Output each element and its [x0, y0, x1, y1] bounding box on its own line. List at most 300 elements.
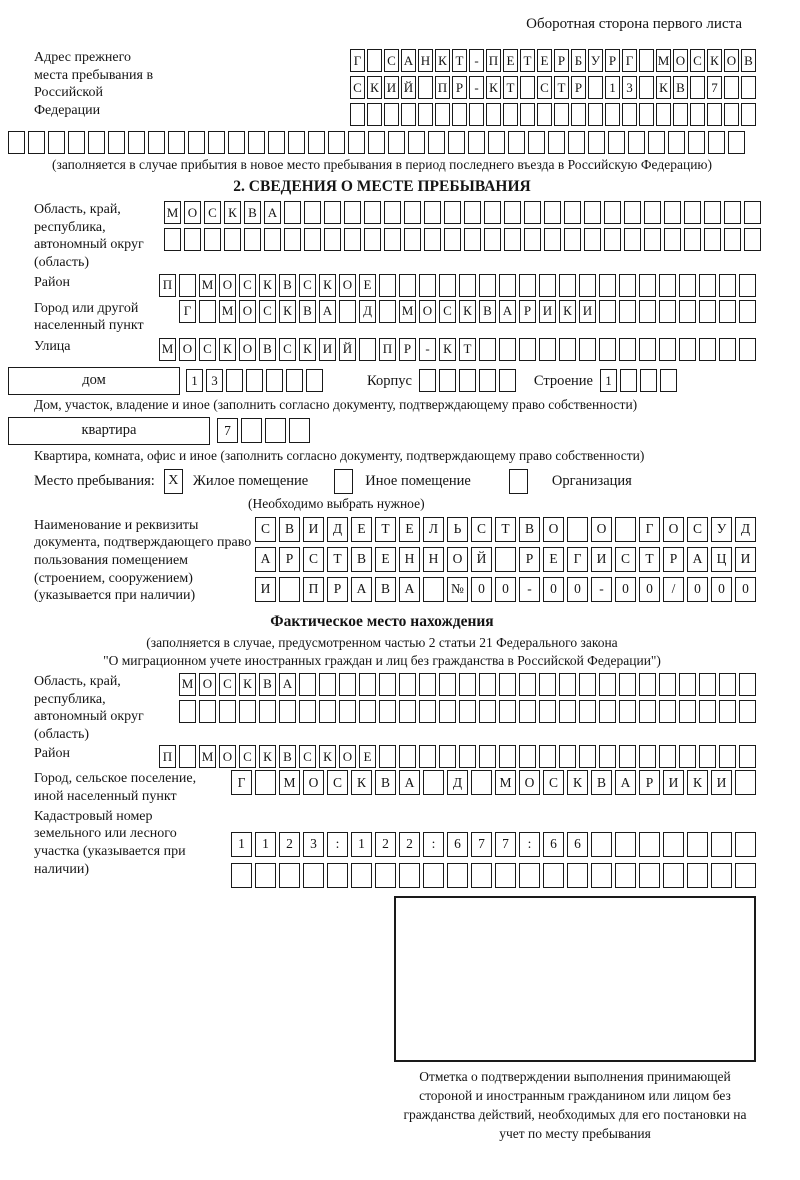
char-cell[interactable] [459, 745, 476, 768]
char-cell[interactable] [508, 131, 525, 154]
char-cell[interactable]: О [339, 745, 356, 768]
char-cell[interactable] [608, 131, 625, 154]
char-cell[interactable]: П [486, 49, 501, 72]
char-cell[interactable] [264, 228, 281, 251]
char-cell[interactable] [504, 228, 521, 251]
char-cell[interactable] [656, 103, 671, 126]
char-cell[interactable]: А [255, 547, 276, 572]
char-cell[interactable] [308, 131, 325, 154]
char-cell[interactable] [619, 338, 636, 361]
char-cell[interactable] [579, 745, 596, 768]
char-cell[interactable]: И [711, 770, 732, 795]
char-cell[interactable] [199, 300, 216, 323]
char-cell[interactable]: 0 [471, 577, 492, 602]
char-cell[interactable] [503, 103, 518, 126]
char-cell[interactable] [199, 700, 216, 723]
char-cell[interactable] [639, 832, 660, 857]
char-cell[interactable] [519, 274, 536, 297]
char-cell[interactable] [663, 863, 684, 888]
char-cell[interactable]: К [707, 49, 722, 72]
char-cell[interactable] [359, 673, 376, 696]
char-cell[interactable] [495, 863, 516, 888]
char-cell[interactable] [241, 418, 262, 443]
char-cell[interactable] [520, 103, 535, 126]
char-cell[interactable] [459, 700, 476, 723]
char-cell[interactable] [559, 673, 576, 696]
char-cell[interactable]: А [687, 547, 708, 572]
char-cell[interactable]: О [219, 745, 236, 768]
char-cell[interactable] [289, 418, 310, 443]
char-cell[interactable] [599, 673, 616, 696]
char-cell[interactable]: К [319, 274, 336, 297]
char-cell[interactable] [468, 131, 485, 154]
char-cell[interactable]: К [239, 673, 256, 696]
char-cell[interactable] [599, 300, 616, 323]
char-cell[interactable] [579, 274, 596, 297]
char-cell[interactable] [568, 131, 585, 154]
char-cell[interactable] [504, 201, 521, 224]
char-cell[interactable] [739, 338, 756, 361]
char-cell[interactable] [559, 700, 576, 723]
char-cell[interactable]: И [539, 300, 556, 323]
char-cell[interactable]: С [255, 517, 276, 542]
char-cell[interactable] [148, 131, 165, 154]
char-cell[interactable] [459, 673, 476, 696]
char-cell[interactable] [724, 76, 739, 99]
char-cell[interactable] [619, 300, 636, 323]
char-cell[interactable] [659, 673, 676, 696]
char-cell[interactable] [579, 700, 596, 723]
char-cell[interactable]: Т [452, 49, 467, 72]
char-cell[interactable] [499, 338, 516, 361]
char-cell[interactable]: Р [639, 770, 660, 795]
char-cell[interactable]: А [319, 300, 336, 323]
char-cell[interactable] [28, 131, 45, 154]
char-cell[interactable]: О [419, 300, 436, 323]
char-cell[interactable]: - [469, 49, 484, 72]
char-cell[interactable]: В [279, 745, 296, 768]
char-cell[interactable] [739, 673, 756, 696]
char-cell[interactable] [464, 201, 481, 224]
char-cell[interactable]: № [447, 577, 468, 602]
char-cell[interactable]: О [239, 338, 256, 361]
char-cell[interactable] [724, 228, 741, 251]
char-cell[interactable] [439, 745, 456, 768]
char-cell[interactable] [246, 369, 263, 392]
char-cell[interactable] [328, 131, 345, 154]
char-cell[interactable] [619, 274, 636, 297]
char-cell[interactable] [567, 863, 588, 888]
char-cell[interactable] [584, 228, 601, 251]
char-cell[interactable] [418, 103, 433, 126]
char-cell[interactable]: И [303, 517, 324, 542]
char-cell[interactable]: 0 [495, 577, 516, 602]
char-cell[interactable]: С [543, 770, 564, 795]
char-cell[interactable]: С [199, 338, 216, 361]
char-cell[interactable] [624, 228, 641, 251]
char-cell[interactable] [224, 228, 241, 251]
char-cell[interactable] [707, 103, 722, 126]
char-cell[interactable]: В [244, 201, 261, 224]
char-cell[interactable] [524, 201, 541, 224]
char-cell[interactable]: Е [359, 274, 376, 297]
char-cell[interactable] [711, 832, 732, 857]
char-cell[interactable] [519, 700, 536, 723]
char-cell[interactable]: Й [401, 76, 416, 99]
char-cell[interactable] [479, 338, 496, 361]
char-cell[interactable]: 7 [495, 832, 516, 857]
char-cell[interactable]: А [351, 577, 372, 602]
char-cell[interactable] [520, 76, 535, 99]
char-cell[interactable]: О [199, 673, 216, 696]
char-cell[interactable] [208, 131, 225, 154]
char-cell[interactable] [739, 300, 756, 323]
char-cell[interactable] [265, 418, 286, 443]
char-cell[interactable] [543, 863, 564, 888]
char-cell[interactable] [108, 131, 125, 154]
char-cell[interactable]: 0 [615, 577, 636, 602]
char-cell[interactable] [479, 369, 496, 392]
char-cell[interactable] [379, 700, 396, 723]
char-cell[interactable] [351, 863, 372, 888]
char-cell[interactable] [424, 228, 441, 251]
char-cell[interactable]: Е [351, 517, 372, 542]
char-cell[interactable]: 7 [471, 832, 492, 857]
char-cell[interactable] [488, 131, 505, 154]
char-cell[interactable] [8, 131, 25, 154]
char-cell[interactable] [435, 103, 450, 126]
char-cell[interactable] [639, 76, 654, 99]
char-cell[interactable] [622, 103, 637, 126]
char-cell[interactable]: Й [339, 338, 356, 361]
char-cell[interactable]: 1 [186, 369, 203, 392]
char-cell[interactable] [379, 300, 396, 323]
char-cell[interactable]: П [435, 76, 450, 99]
char-cell[interactable]: Р [519, 300, 536, 323]
char-cell[interactable]: Ц [711, 547, 732, 572]
char-cell[interactable]: Е [503, 49, 518, 72]
char-cell[interactable] [699, 274, 716, 297]
char-cell[interactable] [384, 228, 401, 251]
char-cell[interactable] [699, 745, 716, 768]
char-cell[interactable] [499, 673, 516, 696]
char-cell[interactable] [659, 745, 676, 768]
char-cell[interactable] [375, 863, 396, 888]
char-cell[interactable] [299, 700, 316, 723]
char-cell[interactable] [459, 274, 476, 297]
char-cell[interactable] [699, 300, 716, 323]
char-cell[interactable]: М [219, 300, 236, 323]
char-cell[interactable]: Б [571, 49, 586, 72]
char-cell[interactable]: А [399, 577, 420, 602]
char-cell[interactable] [384, 103, 399, 126]
char-cell[interactable]: У [711, 517, 732, 542]
char-cell[interactable] [499, 369, 516, 392]
char-cell[interactable]: В [259, 673, 276, 696]
char-cell[interactable] [604, 228, 621, 251]
char-cell[interactable]: К [687, 770, 708, 795]
char-cell[interactable]: Е [543, 547, 564, 572]
char-cell[interactable]: Е [537, 49, 552, 72]
char-cell[interactable] [401, 103, 416, 126]
char-cell[interactable]: К [319, 745, 336, 768]
char-cell[interactable]: 1 [255, 832, 276, 857]
char-cell[interactable] [444, 201, 461, 224]
char-cell[interactable] [741, 76, 756, 99]
char-cell[interactable] [379, 274, 396, 297]
char-cell[interactable]: 3 [303, 832, 324, 857]
char-cell[interactable] [388, 131, 405, 154]
char-cell[interactable] [499, 274, 516, 297]
char-cell[interactable]: С [690, 49, 705, 72]
char-cell[interactable]: - [591, 577, 612, 602]
char-cell[interactable]: С [219, 673, 236, 696]
char-cell[interactable] [286, 369, 303, 392]
char-cell[interactable] [615, 517, 636, 542]
char-cell[interactable]: В [375, 770, 396, 795]
char-cell[interactable]: - [519, 577, 540, 602]
char-cell[interactable] [639, 673, 656, 696]
char-cell[interactable] [644, 228, 661, 251]
char-cell[interactable] [639, 274, 656, 297]
char-cell[interactable] [690, 76, 705, 99]
char-cell[interactable]: Н [399, 547, 420, 572]
char-cell[interactable] [219, 700, 236, 723]
char-cell[interactable] [605, 103, 620, 126]
char-cell[interactable]: М [179, 673, 196, 696]
char-cell[interactable] [639, 700, 656, 723]
char-cell[interactable] [639, 300, 656, 323]
char-cell[interactable] [339, 300, 356, 323]
char-cell[interactable]: 6 [447, 832, 468, 857]
char-cell[interactable]: А [279, 673, 296, 696]
char-cell[interactable]: П [303, 577, 324, 602]
char-cell[interactable]: Г [231, 770, 252, 795]
char-cell[interactable]: : [519, 832, 540, 857]
char-cell[interactable]: М [199, 274, 216, 297]
char-cell[interactable]: 1 [600, 369, 617, 392]
char-cell[interactable]: У [588, 49, 603, 72]
char-cell[interactable] [679, 673, 696, 696]
char-cell[interactable] [659, 338, 676, 361]
char-cell[interactable]: Н [423, 547, 444, 572]
char-cell[interactable]: Т [639, 547, 660, 572]
char-cell[interactable] [539, 274, 556, 297]
char-cell[interactable] [423, 770, 444, 795]
char-cell[interactable] [519, 338, 536, 361]
char-cell[interactable]: В [591, 770, 612, 795]
char-cell[interactable]: Т [327, 547, 348, 572]
char-cell[interactable] [452, 103, 467, 126]
char-cell[interactable]: М [399, 300, 416, 323]
char-cell[interactable] [428, 131, 445, 154]
char-cell[interactable]: 7 [707, 76, 722, 99]
char-cell[interactable]: 1 [231, 832, 252, 857]
char-cell[interactable]: О [339, 274, 356, 297]
char-cell[interactable]: К [224, 201, 241, 224]
char-cell[interactable] [591, 863, 612, 888]
char-cell[interactable] [439, 700, 456, 723]
char-cell[interactable]: О [591, 517, 612, 542]
char-cell[interactable]: А [499, 300, 516, 323]
char-cell[interactable] [539, 673, 556, 696]
char-cell[interactable]: О [724, 49, 739, 72]
char-cell[interactable] [495, 547, 516, 572]
char-cell[interactable]: П [159, 745, 176, 768]
char-cell[interactable]: М [279, 770, 300, 795]
char-cell[interactable]: Е [399, 517, 420, 542]
char-cell[interactable]: А [399, 770, 420, 795]
char-cell[interactable]: С [384, 49, 399, 72]
char-cell[interactable] [471, 863, 492, 888]
char-cell[interactable] [579, 338, 596, 361]
char-cell[interactable] [279, 863, 300, 888]
char-cell[interactable]: В [279, 274, 296, 297]
char-cell[interactable]: 3 [622, 76, 637, 99]
char-cell[interactable]: Д [359, 300, 376, 323]
char-cell[interactable]: М [159, 338, 176, 361]
char-cell[interactable] [404, 201, 421, 224]
char-cell[interactable]: Г [179, 300, 196, 323]
char-cell[interactable]: С [615, 547, 636, 572]
char-cell[interactable] [619, 673, 636, 696]
char-cell[interactable] [419, 700, 436, 723]
char-cell[interactable]: Т [520, 49, 535, 72]
char-cell[interactable]: 2 [279, 832, 300, 857]
char-cell[interactable] [479, 745, 496, 768]
char-cell[interactable]: 1 [351, 832, 372, 857]
char-cell[interactable] [663, 832, 684, 857]
char-cell[interactable] [660, 369, 677, 392]
char-cell[interactable] [424, 201, 441, 224]
char-cell[interactable] [524, 228, 541, 251]
char-cell[interactable] [588, 103, 603, 126]
char-cell[interactable] [359, 338, 376, 361]
char-cell[interactable] [659, 274, 676, 297]
char-cell[interactable] [419, 274, 436, 297]
char-cell[interactable]: И [591, 547, 612, 572]
char-cell[interactable] [303, 863, 324, 888]
char-cell[interactable] [479, 673, 496, 696]
char-cell[interactable] [479, 274, 496, 297]
char-cell[interactable]: К [259, 274, 276, 297]
char-cell[interactable] [708, 131, 725, 154]
char-cell[interactable]: 0 [639, 577, 660, 602]
char-cell[interactable]: Т [554, 76, 569, 99]
char-cell[interactable] [679, 700, 696, 723]
char-cell[interactable]: Р [663, 547, 684, 572]
char-cell[interactable] [368, 131, 385, 154]
char-cell[interactable] [367, 49, 382, 72]
char-cell[interactable]: О [303, 770, 324, 795]
char-cell[interactable]: Р [519, 547, 540, 572]
char-cell[interactable] [299, 673, 316, 696]
char-cell[interactable] [499, 745, 516, 768]
char-cell[interactable] [204, 228, 221, 251]
char-cell[interactable] [408, 131, 425, 154]
char-cell[interactable] [628, 131, 645, 154]
char-cell[interactable] [68, 131, 85, 154]
char-cell[interactable] [699, 338, 716, 361]
char-cell[interactable] [499, 700, 516, 723]
char-cell[interactable] [448, 131, 465, 154]
char-cell[interactable]: С [204, 201, 221, 224]
char-cell[interactable] [588, 131, 605, 154]
char-cell[interactable]: Е [375, 547, 396, 572]
char-cell[interactable] [741, 103, 756, 126]
char-cell[interactable] [379, 673, 396, 696]
char-cell[interactable]: С [279, 338, 296, 361]
char-cell[interactable] [259, 700, 276, 723]
char-cell[interactable] [719, 274, 736, 297]
char-cell[interactable] [664, 228, 681, 251]
char-cell[interactable]: В [479, 300, 496, 323]
char-cell[interactable] [744, 201, 761, 224]
char-cell[interactable]: К [486, 76, 501, 99]
char-cell[interactable]: 2 [375, 832, 396, 857]
char-cell[interactable] [679, 300, 696, 323]
char-cell[interactable] [584, 201, 601, 224]
char-cell[interactable] [648, 131, 665, 154]
char-cell[interactable] [306, 369, 323, 392]
char-cell[interactable]: С [299, 745, 316, 768]
char-cell[interactable] [379, 745, 396, 768]
char-cell[interactable] [279, 577, 300, 602]
char-cell[interactable] [319, 700, 336, 723]
char-cell[interactable] [599, 745, 616, 768]
char-cell[interactable] [367, 103, 382, 126]
char-cell[interactable]: Т [459, 338, 476, 361]
char-cell[interactable]: Д [735, 517, 756, 542]
char-cell[interactable] [268, 131, 285, 154]
char-cell[interactable]: В [279, 517, 300, 542]
char-cell[interactable] [679, 338, 696, 361]
char-cell[interactable] [399, 745, 416, 768]
char-cell[interactable] [699, 673, 716, 696]
char-cell[interactable] [604, 201, 621, 224]
char-cell[interactable] [288, 131, 305, 154]
char-cell[interactable]: 1 [605, 76, 620, 99]
char-cell[interactable] [664, 201, 681, 224]
char-cell[interactable]: А [401, 49, 416, 72]
char-cell[interactable] [344, 201, 361, 224]
char-cell[interactable] [620, 369, 637, 392]
char-cell[interactable] [559, 745, 576, 768]
char-cell[interactable]: Т [375, 517, 396, 542]
char-cell[interactable] [719, 338, 736, 361]
char-cell[interactable] [744, 228, 761, 251]
char-cell[interactable]: О [184, 201, 201, 224]
char-cell[interactable] [447, 863, 468, 888]
char-cell[interactable] [459, 369, 476, 392]
char-cell[interactable] [399, 700, 416, 723]
char-cell[interactable] [423, 577, 444, 602]
char-cell[interactable]: Т [503, 76, 518, 99]
char-cell[interactable] [544, 228, 561, 251]
char-cell[interactable] [444, 228, 461, 251]
char-cell[interactable] [519, 673, 536, 696]
char-cell[interactable] [588, 76, 603, 99]
char-cell[interactable]: М [495, 770, 516, 795]
char-cell[interactable]: М [199, 745, 216, 768]
char-cell[interactable]: О [663, 517, 684, 542]
char-cell[interactable]: Р [605, 49, 620, 72]
char-cell[interactable] [419, 369, 436, 392]
char-cell[interactable] [128, 131, 145, 154]
char-cell[interactable] [228, 131, 245, 154]
char-cell[interactable]: 3 [206, 369, 223, 392]
char-cell[interactable]: Л [423, 517, 444, 542]
